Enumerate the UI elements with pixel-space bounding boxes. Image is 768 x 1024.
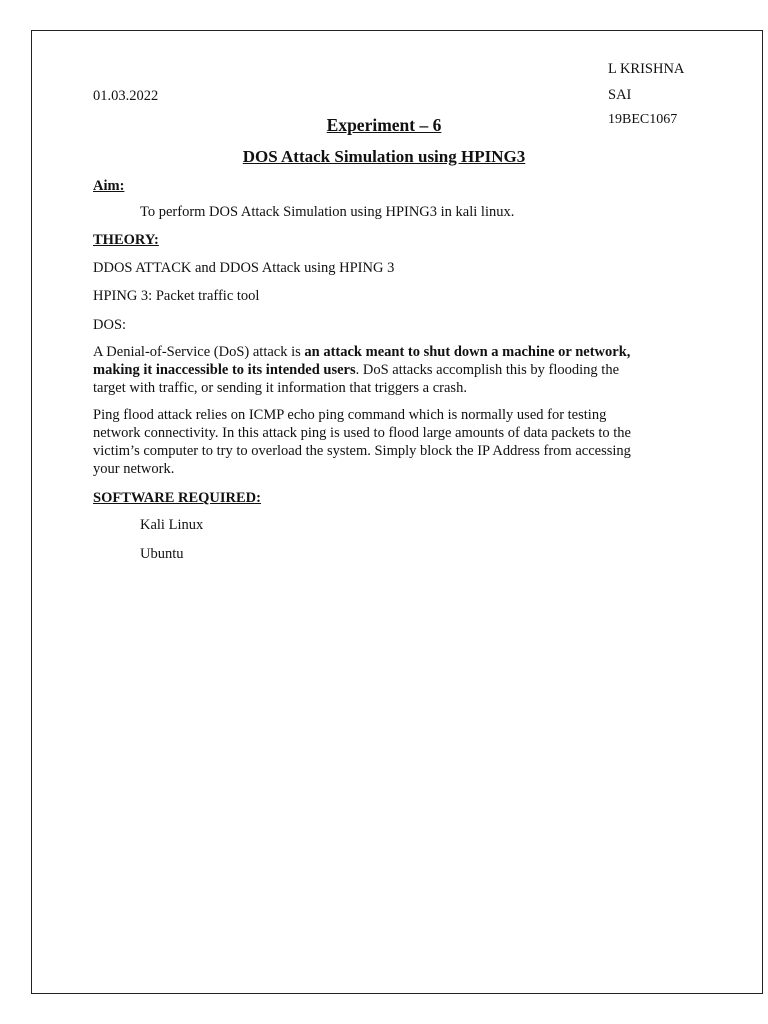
dos-paragraph-bold-1: an attack meant to shut down a machine or network, — [304, 344, 631, 360]
software-item: Kali Linux — [140, 517, 204, 533]
aim-heading: Aim: — [93, 178, 125, 194]
author-name-line-2: SAI — [608, 87, 632, 103]
ping-flood-line-4: your network. — [93, 461, 175, 477]
dos-paragraph-text-1: A Denial-of-Service (DoS) attack is — [93, 344, 305, 360]
ping-flood-line-3: victim’s computer to try to overload the system. Simply block the IP Address from accessing — [93, 443, 631, 459]
software-required-heading: SOFTWARE REQUIRED: — [93, 490, 261, 506]
software-item: Ubuntu — [140, 546, 184, 562]
dos-paragraph-line-1 — [93, 343, 683, 361]
ping-flood-paragraph — [93, 406, 681, 478]
dos-label: DOS: — [93, 317, 127, 333]
aim-text: To perform DOS Attack Simulation using HPING3 in kali linux. — [140, 204, 515, 220]
ping-flood-line-2: network connectivity. In this attack ping is used to flood large amounts of data packets to the — [93, 425, 631, 441]
author-name-line-1: L KRISHNA — [608, 61, 685, 77]
theory-heading: THEORY: — [93, 232, 159, 248]
dos-definition-paragraph — [93, 343, 683, 397]
dos-paragraph-bold-2: making it inaccessible to its intended users — [93, 362, 356, 378]
theory-line-ddos: DDOS ATTACK and DDOS Attack using HPING 3 — [93, 260, 395, 276]
experiment-subtitle: DOS Attack Simulation using HPING3 — [242, 147, 526, 166]
experiment-title: Experiment – 6 — [326, 115, 442, 135]
ping-flood-line-1: Ping flood attack relies on ICMP echo ping command which is normally used for testing — [93, 407, 607, 423]
author-registration-number: 19BEC1067 — [608, 112, 678, 127]
dos-paragraph-line-2 — [93, 361, 683, 379]
dos-paragraph-text-2: . DoS attacks accomplish this by flooding the — [355, 362, 620, 378]
document-date: 01.03.2022 — [93, 88, 159, 104]
page-border — [31, 30, 763, 994]
dos-paragraph-line-3: target with traffic, or sending it information that triggers a crash. — [93, 380, 467, 396]
theory-line-hping: HPING 3: Packet traffic tool — [93, 288, 260, 304]
